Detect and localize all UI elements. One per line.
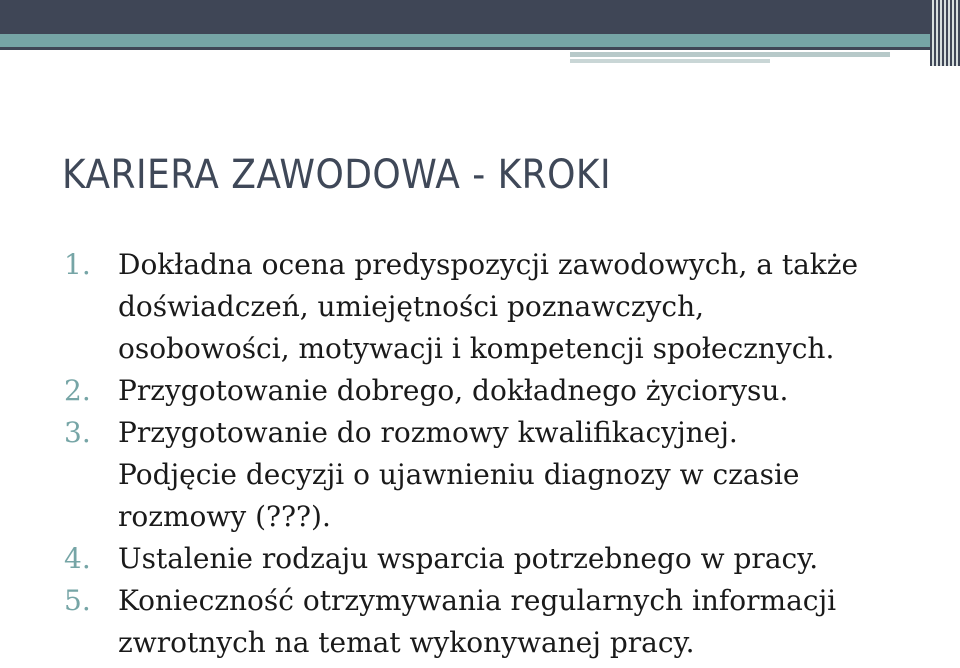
steps-list bbox=[0, 244, 960, 664]
step-text-line: Przygotowanie do rozmowy kwalifikacyjnej. bbox=[118, 416, 738, 449]
step-item-4 bbox=[0, 538, 960, 580]
step-item-1 bbox=[0, 244, 960, 370]
step-number: 5. bbox=[64, 584, 91, 617]
header-stripe bbox=[570, 59, 770, 63]
step-number: 2. bbox=[64, 374, 91, 407]
header-bar-dark bbox=[0, 0, 930, 34]
step-text-line: Przygotowanie dobrego, dokładnego życiorysu. bbox=[118, 374, 789, 407]
step-text-line: zwrotnych na temat wykonywanej pracy. bbox=[118, 626, 695, 659]
header-edge-pattern bbox=[930, 0, 960, 66]
step-item-2 bbox=[0, 370, 960, 412]
step-text-line: rozmowy (???). bbox=[118, 500, 331, 533]
step-number: 1. bbox=[64, 248, 91, 281]
header-bar-thin bbox=[0, 47, 930, 50]
step-number: 4. bbox=[64, 542, 91, 575]
slide-title: KARIERA ZAWODOWA - KROKI bbox=[62, 152, 612, 198]
header-decoration bbox=[0, 0, 960, 70]
step-text-line: osobowości, motywacji i kompetencji społecznych. bbox=[118, 332, 835, 365]
step-text-line: Dokładna ocena predyspozycji zawodowych, a także bbox=[118, 248, 859, 281]
step-text-line: doświadczeń, umiejętności poznawczych, bbox=[118, 290, 705, 323]
header-stripe bbox=[570, 52, 890, 57]
step-text-line: Podjęcie decyzji o ujawnieniu diagnozy w czasie bbox=[118, 458, 800, 491]
step-text-line: Konieczność otrzymywania regularnych informacji bbox=[118, 584, 837, 617]
header-bar-teal bbox=[0, 34, 930, 47]
step-text-line: Ustalenie rodzaju wsparcia potrzebnego w pracy. bbox=[118, 542, 819, 575]
step-number: 3. bbox=[64, 416, 91, 449]
step-item-3 bbox=[0, 412, 960, 538]
step-item-5 bbox=[0, 580, 960, 664]
